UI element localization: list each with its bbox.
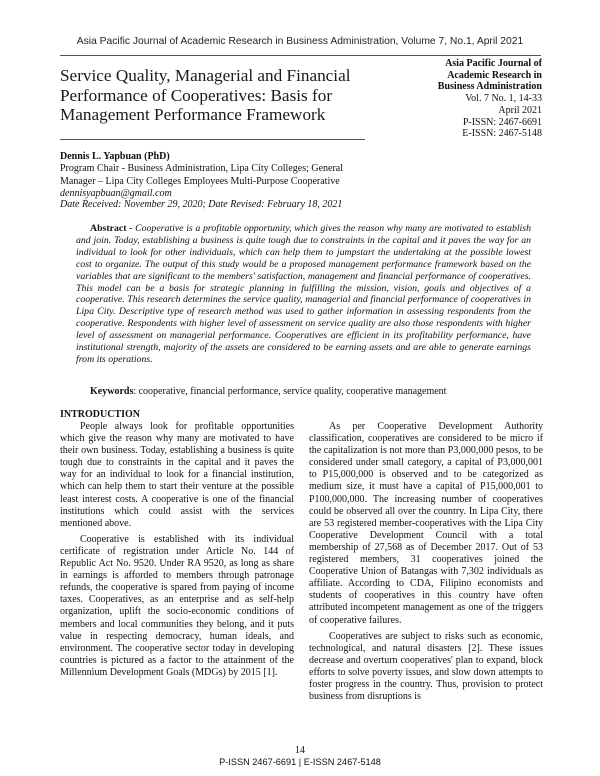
body-paragraph: People always look for profitable opportunities which give the reason why many are motivated to have their own business. Today, establishing a business is quite tough due to constraints in the capital and it paves the way for an individual to look for a financial institution, which can help them to start their venture at the possible least interest costs. A cooperative is one of the financial institutions which could assist with the services mentioned above.	[60, 421, 294, 529]
keywords-text: : cooperative, financial performance, service quality, cooperative management	[133, 386, 447, 397]
journal-volume: Vol. 7 No. 1, 14-33	[465, 93, 542, 105]
abstract-text: Cooperative is a profitable opportunity, which gives the reason why many are motivated to establish and join. Today, establishing a business is quite tough due to constraints in the capital and it paves the way for an individual to look for other individuals, which can help them to jumpstart the undertaking at the possible lowest cost to organize. The output of this study would be a proposed management performance framework based on the variables that are significant to the members' satisfaction, management and financial performance of cooperatives. This model can be a basis for strategic planning in fulfilling the mission, vision, goals and objectives of a cooperative. This research determines the service quality, managerial and financial performance of cooperatives in Lipa City. Descriptive type of research method was used to gather information in assessing respondents from the cooperative. Respondents with higher level of assessment on service quality are also those respondents with higher level of assessment on managerial performance. Cooperatives are efficient in its profitability performance, have institutional strength, majority of the assets are considered to be earning assets and are able to generate earnings from its operations.	[76, 223, 531, 365]
journal-date: April 2021	[498, 104, 542, 116]
body-paragraph: As per Cooperative Development Authority classification, cooperatives are considered to be micro if the capitalization is not more than P3,000,000 pesos, to be considered under small category, a capital of P3,000,001 to P15,000,000 is observed and to be categorized as medium size, it must have a capital of P15,000,001 to P100,000,000. The increasing number of cooperatives could be observed all over the country. In Lipa City, there are 53 registered member-cooperatives with the Lipa City Cooperative Development Council with a total membership of 27,568 as of December 2017. Out of 53 registered members, 31 cooperatives joined the Cooperative Union of Batangas with 7,302 individuals as affiliate. According to CDA, Filipino economists and students of cooperatives in this country have often attributed incompetent management as one of the triggers of cooperative failures.	[309, 421, 543, 626]
journal-name: Asia Pacific Journal of Academic Research in Business Administration	[437, 58, 542, 93]
title-rule	[60, 139, 365, 140]
body-paragraph: Cooperatives are subject to risks such as economic, technological, and natural disasters [2]. These issues decrease and overturn cooperatives' plan to expand, block efforts to solve poverty issues, and slow down attempts to foster progress in the country. Thus, provision to protect business from disruptions is	[309, 630, 543, 703]
body-column-right	[309, 408, 543, 703]
abstract-label: Abstract -	[90, 223, 133, 234]
abstract	[76, 223, 531, 366]
author-email: dennisyapbuan@gmail.com	[60, 188, 172, 200]
body-paragraph: Cooperative is established with its individual certificate of registration under Article No. 144 of Republic Act No. 9520. Under RA 9520, as long as share in earnings is afforded to members through patronage refunds, the cooperative is spared from paying of income taxes. Cooperatives, as an enterprise and as self-help organization, uplift the socio-economic conditions of members and local communities they belong, and it puts value in respecting democracy, human ideals, and environment. The cooperative sector today in developing countries is pictured as a factor to the attainment of the Millennium Development Goals (MDGs) by 2015 [1].	[60, 533, 294, 678]
running-head: Asia Pacific Journal of Academic Research in Business Administration, Volume 7, No.1, April 2021	[76, 36, 524, 47]
header-rule	[60, 55, 541, 56]
journal-pissn: P-ISSN: 2467-6691	[462, 116, 542, 128]
author-name: Dennis L. Yapbuan (PhD)	[60, 151, 170, 162]
article-title: Service Quality, Managerial and Financial Performance of Cooperatives: Basis for Management Performance Framework	[60, 66, 351, 125]
section-heading-introduction: INTRODUCTION	[60, 409, 141, 420]
page-number: 14	[295, 745, 305, 756]
author-block	[60, 151, 380, 201]
footer-issn: P-ISSN 2467-6691 | E-ISSN 2467-5148	[219, 757, 381, 767]
body-column-left	[60, 408, 294, 679]
keywords-label: Keywords	[90, 386, 134, 397]
keywords	[90, 386, 446, 397]
journal-eissn: E-ISSN: 2467-5148	[462, 128, 542, 140]
journal-info-box	[420, 58, 542, 140]
author-affiliation: Program Chair - Business Administration, Lipa City Colleges; General Manager – Lipa City Colleges Employees Multi-Purpose Cooperative	[60, 163, 344, 187]
article-dates: Date Received: November 29, 2020; Date Revised: February 18, 2021	[60, 199, 343, 210]
